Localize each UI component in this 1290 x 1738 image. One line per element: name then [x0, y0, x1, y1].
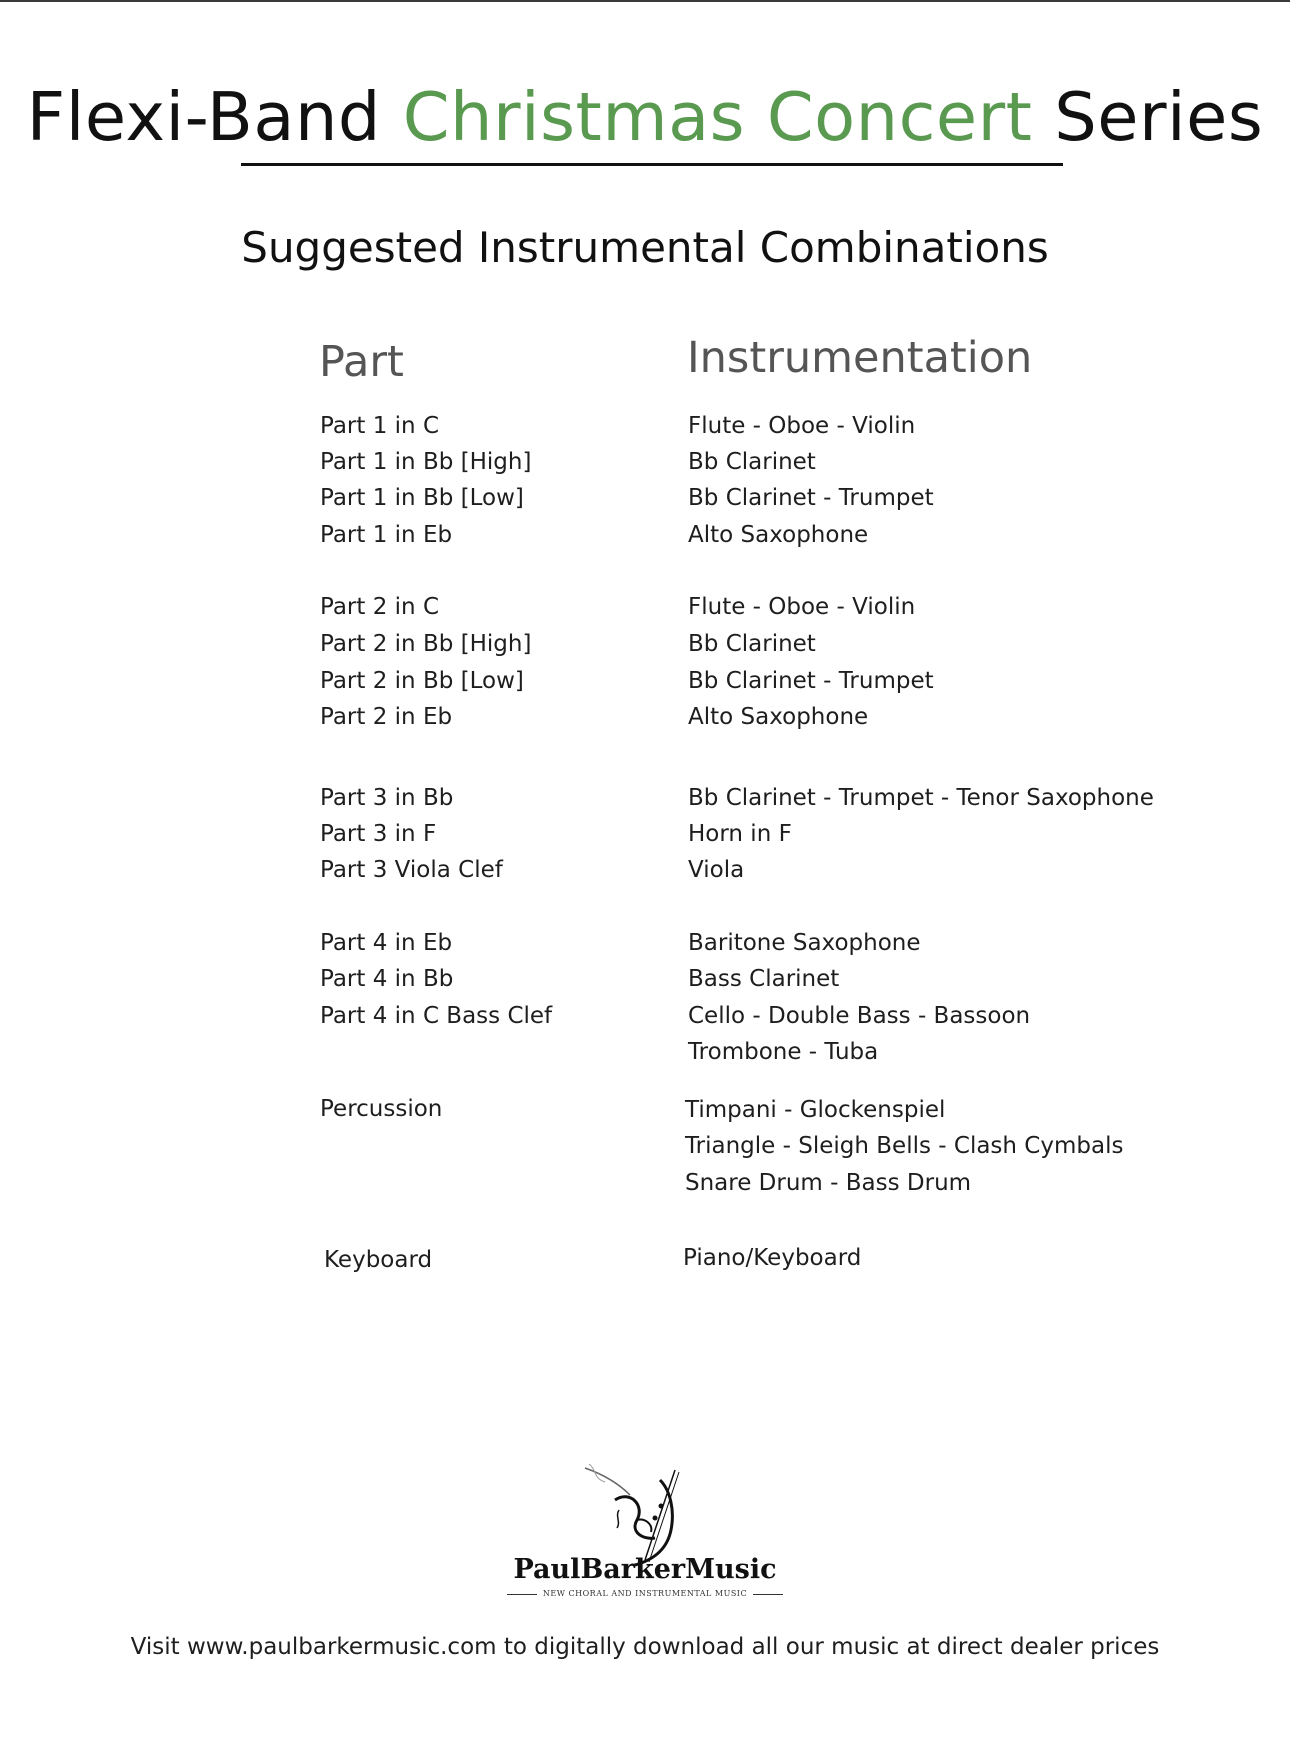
instrument-label: Bass Clarinet [688, 966, 840, 992]
instrument-label: Snare Drum - Bass Drum [685, 1170, 972, 1196]
tagline-text: NEW CHORAL AND INSTRUMENTAL MUSIC [542, 1589, 748, 1598]
instrument-label: Viola [688, 857, 745, 883]
page-title [0, 72, 1290, 162]
instrument-label: Cello - Double Bass - Bassoon [688, 1003, 1031, 1029]
brand-name: PaulBarkerMusic [513, 1554, 777, 1585]
instrument-label: Alto Saxophone [688, 522, 869, 548]
part-label: Keyboard [324, 1247, 433, 1273]
instrument-label: Bb Clarinet - Trumpet - Tenor Saxophone [688, 785, 1154, 811]
footer-text: Visit www.paulbarkermusic.com to digitally download all our music at direct dealer prices [130, 1634, 1160, 1660]
instrument-label: Bb Clarinet - Trumpet [688, 668, 934, 694]
part-label: Percussion [320, 1096, 443, 1122]
instrument-label: Horn in F [688, 821, 792, 847]
part-label: Part 1 in C [320, 413, 439, 439]
part-label: Part 3 in F [320, 821, 437, 847]
part-label: Part 2 in Bb [Low] [320, 668, 524, 694]
instrument-label: Alto Saxophone [688, 704, 869, 730]
instrument-label: Trombone - Tuba [688, 1039, 879, 1065]
part-label: Part 4 in Eb [320, 930, 453, 956]
part-label: Part 1 in Bb [High] [320, 449, 532, 475]
part-label: Part 4 in C Bass Clef [320, 1003, 553, 1029]
page-subtitle: Suggested Instrumental Combinations [241, 223, 1049, 272]
brand-tagline [0, 1589, 1290, 1599]
instrument-label: Bb Clarinet [688, 449, 816, 475]
instrument-label: Baritone Saxophone [688, 930, 921, 956]
part-label: Part 3 in Bb [320, 785, 454, 811]
part-label: Part 2 in Bb [High] [320, 631, 532, 657]
column-header-part: Part [319, 337, 404, 387]
part-label: Part 2 in Eb [320, 704, 453, 730]
instrument-label: Bb Clarinet - Trumpet [688, 485, 934, 511]
part-label: Part 3 Viola Clef [320, 857, 503, 883]
top-border [0, 0, 1290, 2]
title-accent: Christmas Concert [402, 78, 1033, 156]
column-header-instrumentation: Instrumentation [687, 333, 1033, 383]
instrument-label: Triangle - Sleigh Bells - Clash Cymbals [685, 1133, 1124, 1159]
title-part-1: Flexi-Band [26, 78, 403, 156]
tagline-divider [753, 1594, 783, 1595]
tagline-divider [507, 1594, 537, 1595]
part-label: Part 1 in Bb [Low] [320, 485, 524, 511]
title-underline [241, 163, 1063, 166]
part-label: Part 1 in Eb [320, 522, 453, 548]
instrument-label: Timpani - Glockenspiel [685, 1097, 946, 1123]
title-part-3: Series [1032, 78, 1264, 156]
instrument-label: Flute - Oboe - Violin [688, 594, 916, 620]
instrument-label: Bb Clarinet [688, 631, 816, 657]
part-label: Part 2 in C [320, 594, 439, 620]
part-label: Part 4 in Bb [320, 966, 454, 992]
instrument-label: Piano/Keyboard [683, 1245, 862, 1271]
instrument-label: Flute - Oboe - Violin [688, 413, 916, 439]
